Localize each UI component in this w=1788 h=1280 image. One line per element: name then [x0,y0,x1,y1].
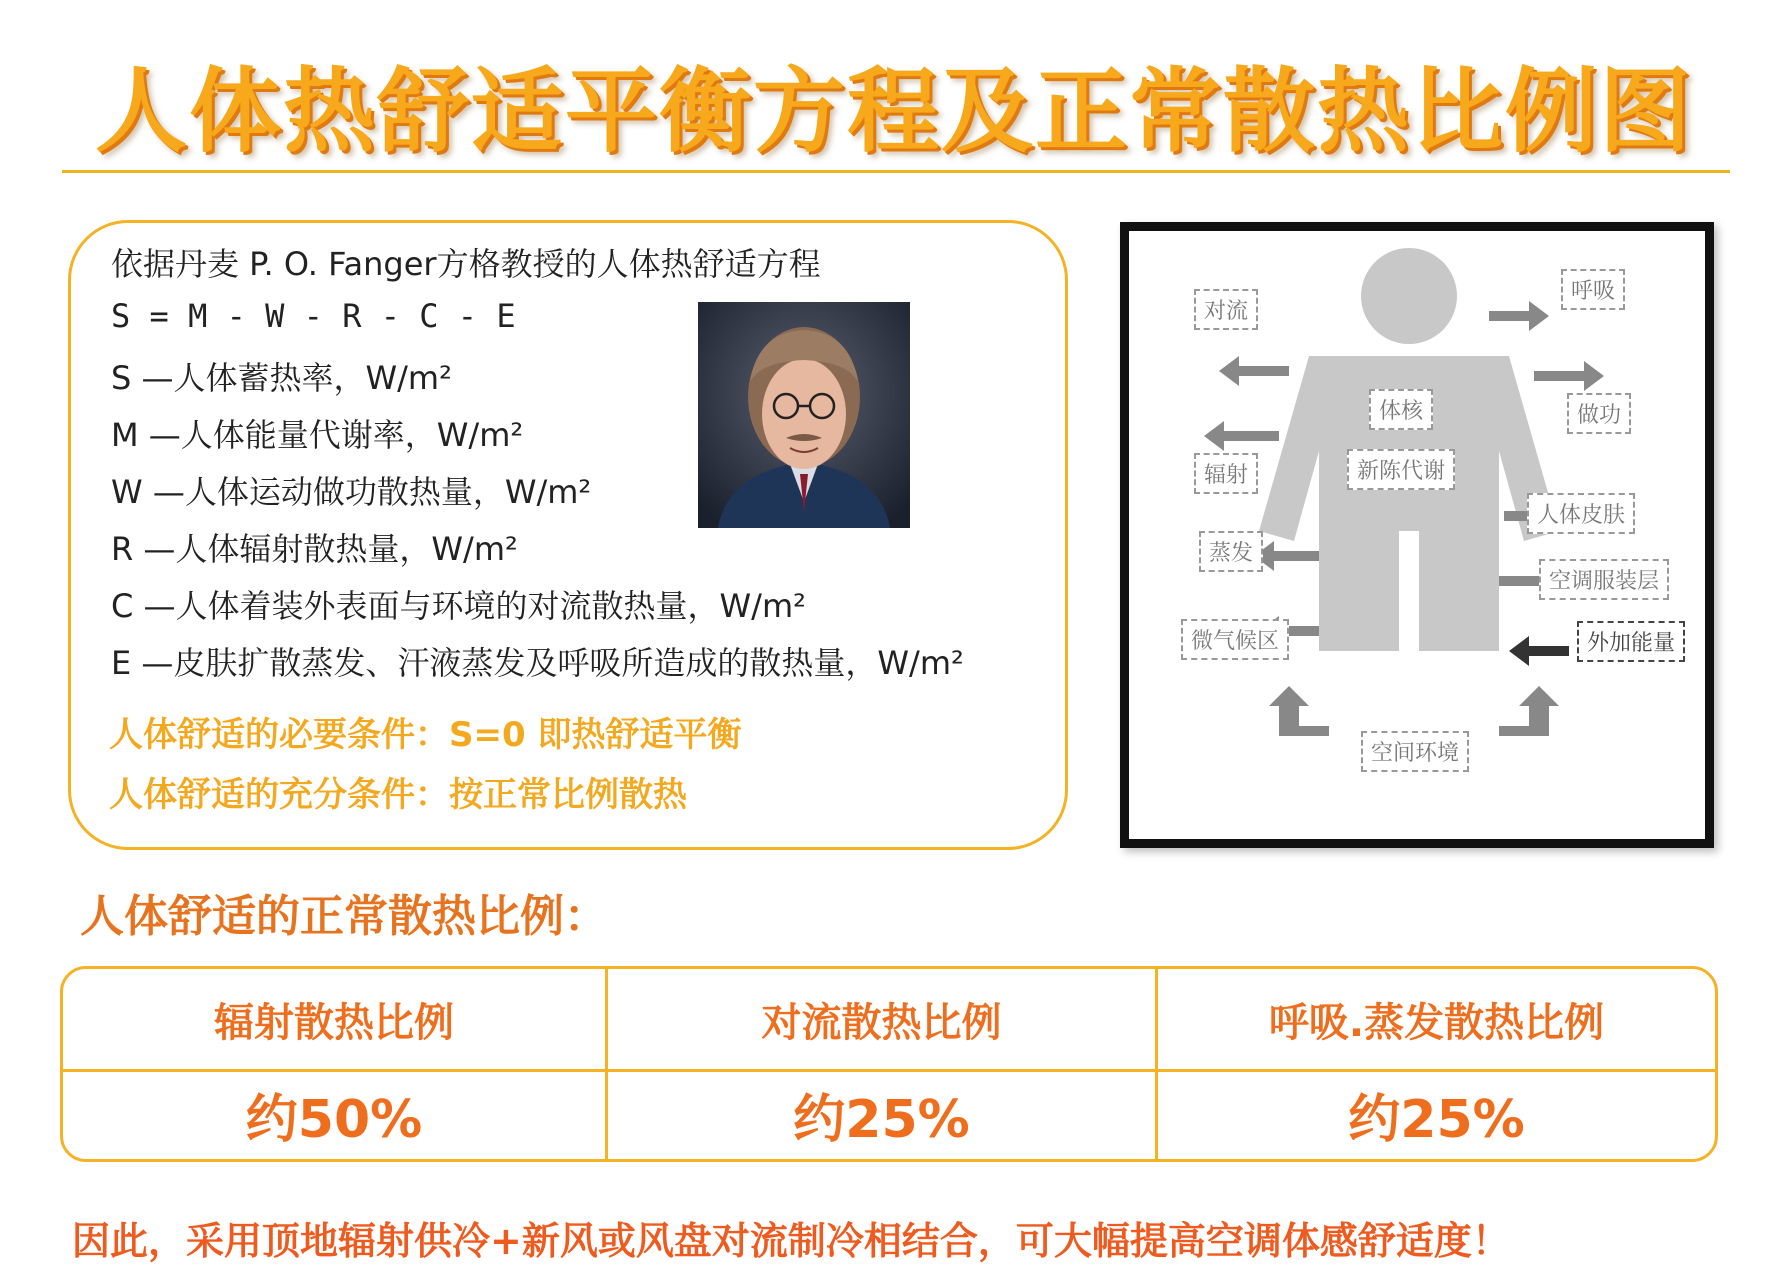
fanger-portrait [698,302,910,528]
value-evaporation: 约25% [1348,1089,1525,1150]
title-divider [62,170,1730,173]
heat-exchange-diagram [1120,222,1714,848]
formula-intro: 依据丹麦 P. O. Fanger方格教授的人体热舒适方程 [111,245,821,283]
label-core: 体核 [1369,389,1433,430]
necessary-condition: 人体舒适的必要条件：S=0 即热舒适平衡 [109,715,742,755]
value-convection: 约25% [793,1089,970,1150]
value-radiation: 约50% [245,1089,423,1150]
page-title: 人体热舒适平衡方程及正常散热比例图 [94,58,1693,165]
header-radiation: 辐射散热比例 [214,999,454,1046]
formula-equation: S = M - W - R - C - E [111,297,516,335]
conclusion-text: 因此，采用顶地辐射供冷+新风或风盘对流制冷相结合，可大幅提高空调体感舒适度！ [72,1219,1510,1263]
label-clothing: 空调服装层 [1539,559,1669,600]
definition-m: M —人体能量代谢率，W/m² [111,416,524,454]
label-radiation: 辐射 [1194,453,1258,494]
formula-panel [68,220,1068,850]
portrait-drawing [698,302,910,528]
label-skin: 人体皮肤 [1527,493,1635,534]
section-heading: 人体舒适的正常散热比例： [80,891,608,942]
label-microclimate: 微气候区 [1181,619,1289,660]
definition-r: R —人体辐射散热量，W/m² [111,530,518,568]
definition-c: C —人体着装外表面与环境的对流散热量，W/m² [111,587,806,625]
heat-ratio-table [60,966,1718,1162]
label-work: 做功 [1567,393,1631,434]
header-evaporation: 呼吸.蒸发散热比例 [1268,999,1605,1046]
label-metabolism: 新陈代谢 [1347,449,1455,490]
header-convection: 对流散热比例 [761,999,1002,1046]
label-evaporation: 蒸发 [1199,531,1263,572]
label-space: 空间环境 [1361,731,1469,772]
label-convection: 对流 [1194,289,1258,330]
label-external-energy: 外加能量 [1577,621,1685,662]
label-breath: 呼吸 [1561,269,1625,310]
definition-s: S —人体蓄热率，W/m² [111,359,452,397]
sufficient-condition: 人体舒适的充分条件：按正常比例散热 [109,775,687,815]
definition-e: E —皮肤扩散蒸发、汗液蒸发及呼吸所造成的散热量，W/m² [111,644,964,682]
definition-w: W —人体运动做功散热量，W/m² [111,473,592,511]
